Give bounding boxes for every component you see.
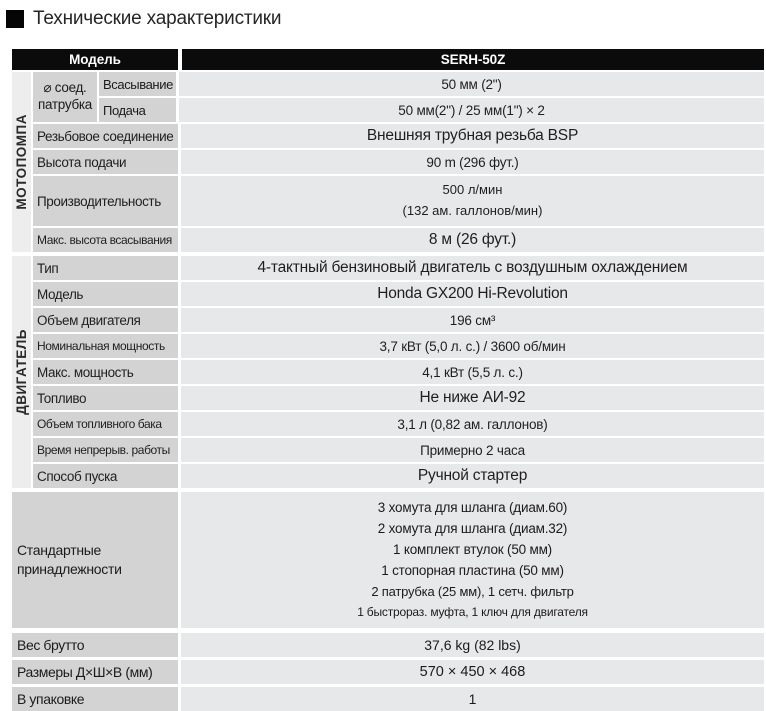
table-row	[33, 386, 764, 410]
section-engine-rows	[33, 256, 764, 488]
fuel-label: Топливо	[33, 386, 178, 410]
max-suction-height-value: 8 м (26 фут.)	[181, 228, 764, 252]
section-engine	[12, 256, 764, 488]
section-pump	[12, 72, 764, 252]
table-row	[33, 308, 764, 332]
engine-displacement-label: Объем двигателя	[33, 308, 178, 332]
engine-model-label: Модель	[33, 282, 178, 306]
start-method-label: Способ пуска	[33, 464, 178, 488]
table-row	[12, 687, 764, 711]
max-suction-height-label: Макс. высота всасывания	[33, 228, 178, 252]
capacity-value-line2: (132 ам. галлонов/мин)	[402, 203, 543, 218]
accessories-row	[12, 492, 764, 628]
accessories-line: 2 патрубка (25 мм), 1 сетч. фильтр	[371, 584, 574, 599]
thread-connection-value: Внешняя трубная резьба BSP	[181, 124, 764, 148]
table-row	[33, 334, 764, 358]
continuous-run-time-value: Примерно 2 часа	[181, 438, 764, 462]
rated-power-value: 3,7 кВт (5,0 л. с.) / 3600 об/мин	[181, 334, 764, 358]
accessories-value	[181, 492, 764, 628]
engine-model-value: Honda GX200 Hi-Revolution	[181, 282, 764, 306]
table-row	[33, 228, 764, 252]
engine-type-label: Тип	[33, 256, 178, 280]
engine-type-value: 4-тактный бензиновый двигатель с воздушным охлаждением	[181, 256, 764, 280]
section-engine-label-column	[12, 256, 31, 488]
accessories-line: 1 быстрораз. муфта, 1 ключ для двигателя	[357, 605, 588, 619]
dimensions-value: 570 × 450 × 468	[181, 660, 764, 684]
section-pump-label-column	[12, 72, 31, 252]
table-row	[33, 176, 764, 226]
rated-power-label: Номинальная мощность	[33, 334, 178, 358]
suction-value: 50 мм (2")	[179, 72, 764, 96]
accessories-line: 2 хомута для шланга (диам.32)	[377, 521, 568, 536]
continuous-run-time-label: Время непрерыв. работы	[33, 438, 178, 462]
section-engine-label: ДВИГАТЕЛЬ	[14, 329, 29, 415]
table-row	[33, 256, 764, 280]
package-quantity-label: В упаковке	[12, 687, 178, 711]
engine-displacement-value: 196 см³	[181, 308, 764, 332]
title-bullet-square-icon	[6, 10, 24, 28]
section-pump-rows	[33, 72, 764, 252]
page-title-row	[0, 0, 766, 29]
capacity-value	[181, 176, 764, 226]
accessories-line: 1 стопорная пластина (50 мм)	[381, 563, 564, 578]
accessories-label: Стандартные принадлежности	[12, 492, 178, 628]
thread-connection-label: Резьбовое соединение	[33, 124, 178, 148]
fuel-value: Не ниже АИ-92	[181, 386, 764, 410]
fuel-tank-capacity-value: 3,1 л (0,82 ам. галлонов)	[181, 412, 764, 436]
gross-weight-value: 37,6 kg (82 lbs)	[181, 633, 764, 657]
table-row	[33, 412, 764, 436]
table-header-row	[12, 49, 764, 70]
head-height-label: Высота подачи	[33, 150, 178, 174]
pipe-diameter-row-group	[33, 72, 764, 122]
gross-weight-label: Вес брутто	[12, 633, 178, 657]
accessories-line: 3 хомута для шланга (диам.60)	[377, 500, 568, 515]
table-row	[33, 464, 764, 488]
table-row	[12, 633, 764, 657]
discharge-value: 50 мм(2") / 25 мм(1") × 2	[179, 98, 764, 122]
max-power-value: 4,1 кВт (5,5 л. с.)	[181, 360, 764, 384]
table-row	[33, 360, 764, 384]
dimensions-label: Размеры Д×Ш×В (мм)	[12, 660, 178, 684]
page-title: Технические характеристики	[33, 8, 282, 29]
start-method-value: Ручной стартер	[181, 464, 764, 488]
package-quantity-value: 1	[181, 687, 764, 711]
discharge-label: Подача	[99, 98, 176, 122]
table-row	[99, 72, 764, 96]
suction-label: Всасывание	[99, 72, 176, 96]
table-row	[33, 150, 764, 174]
accessories-line: 1 комплект втулок (50 мм)	[393, 542, 552, 557]
section-pump-label: МОТОПОМПА	[14, 114, 29, 210]
spec-table	[12, 49, 764, 711]
table-row	[33, 124, 764, 148]
head-height-value: 90 m (296 фут.)	[181, 150, 764, 174]
pipe-diameter-label: ⌀ соед. патрубка	[33, 72, 97, 122]
header-model-label: Модель	[12, 49, 178, 70]
capacity-value-line1: 500 л/мин	[442, 182, 503, 198]
capacity-label: Производительность	[33, 176, 178, 226]
table-row	[33, 438, 764, 462]
table-row	[12, 660, 764, 684]
table-row	[99, 98, 764, 122]
max-power-label: Макс. мощность	[33, 360, 178, 384]
table-row	[33, 282, 764, 306]
fuel-tank-capacity-label: Объем топливного бака	[33, 412, 178, 436]
header-model-value: SERH-50Z	[182, 49, 764, 70]
